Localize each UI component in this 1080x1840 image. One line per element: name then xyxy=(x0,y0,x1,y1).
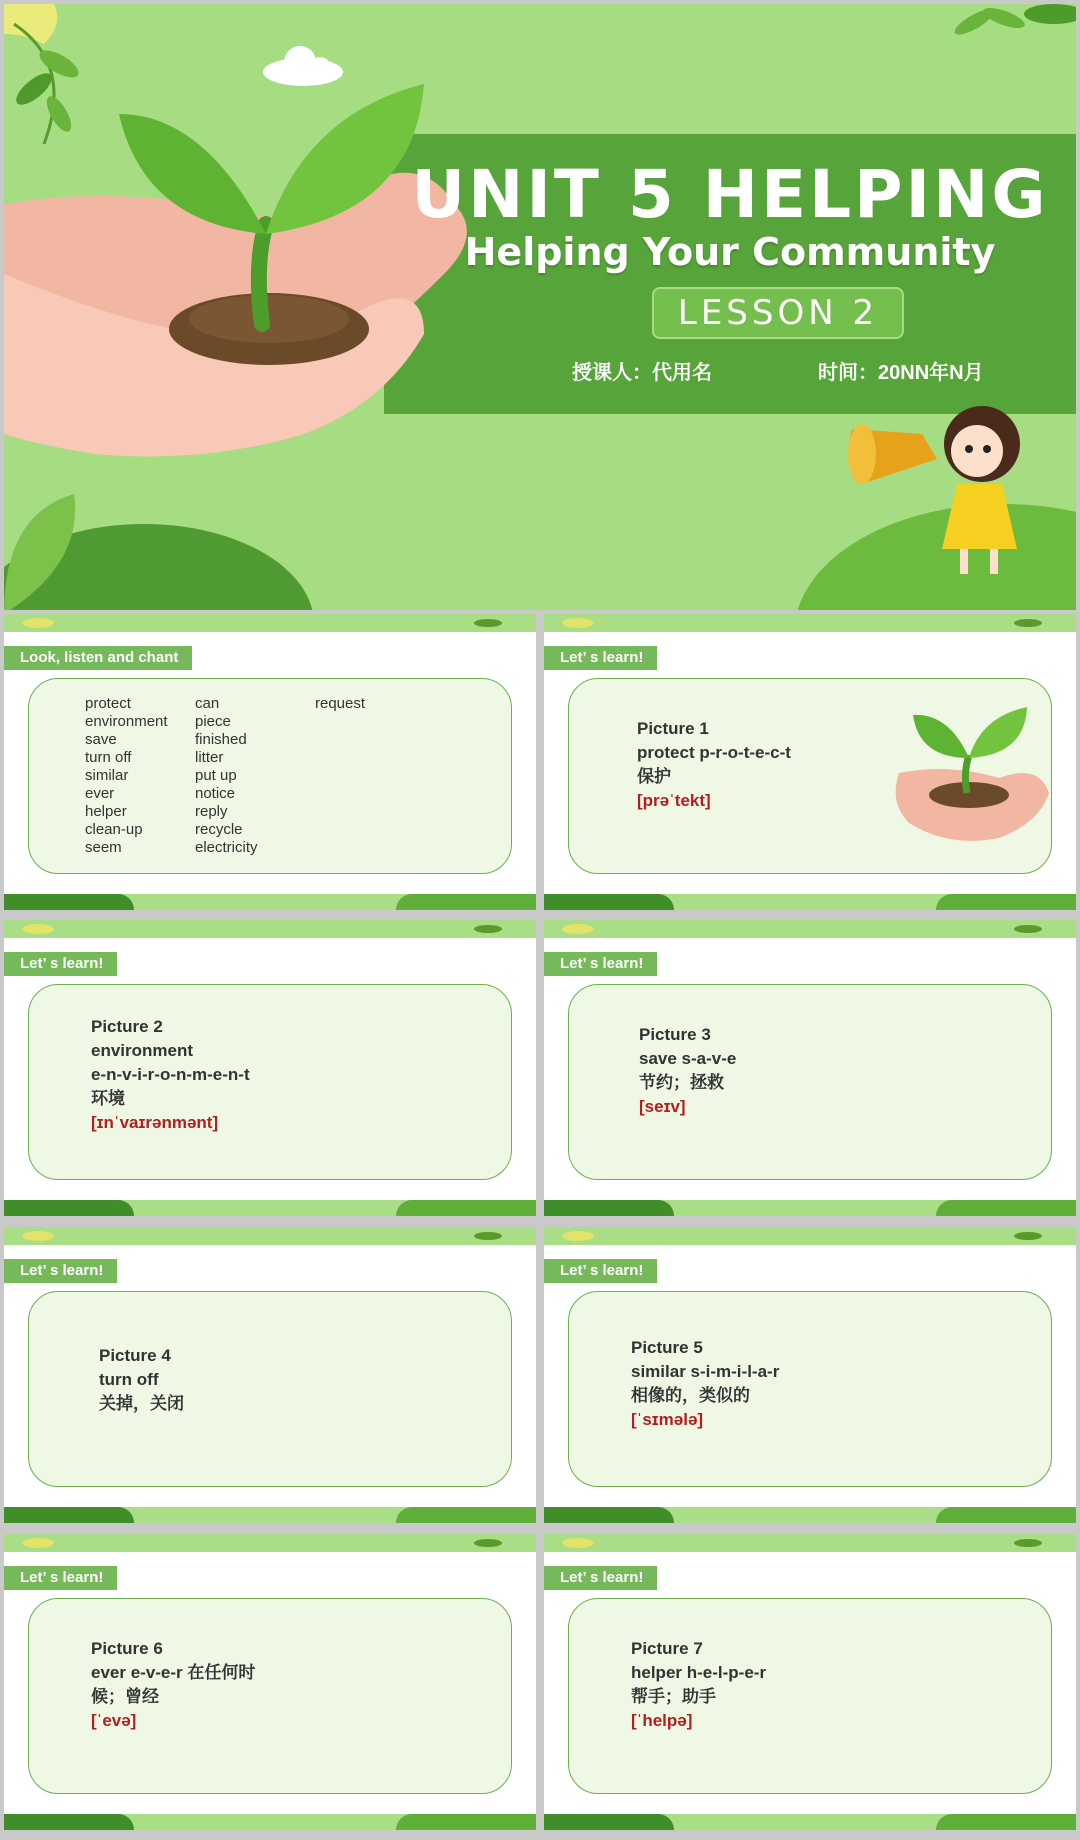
leaf-icon xyxy=(1010,616,1046,630)
leaf-icon xyxy=(4,494,114,610)
slide-picture-4 xyxy=(4,1227,536,1523)
leaf-icon xyxy=(470,1229,506,1243)
vocab-card xyxy=(28,1291,512,1487)
vocab-text: Picture 7 helper h-e-l-p-e-r 帮手；助手 [ˈhelpə] xyxy=(631,1639,767,1730)
leaf-icon xyxy=(18,1229,58,1243)
slide-picture-7 xyxy=(544,1534,1076,1830)
vocab-card xyxy=(568,1291,1052,1487)
section-tag: Let’ s learn! xyxy=(544,952,657,976)
title-slide xyxy=(4,4,1076,610)
vocab-card xyxy=(568,984,1052,1180)
slide-picture-1 xyxy=(544,614,1076,910)
unit-title: UNIT 5 HELPING xyxy=(411,156,1049,233)
vocab-text: Picture 2 environment e-n-v-i-r-o-n-m-e-n-t 环境 [ɪnˈvaɪrənmənt] xyxy=(91,1017,250,1132)
leaf-branch-icon xyxy=(934,4,1076,44)
vocab-card xyxy=(28,984,512,1180)
sprout-in-hands-icon xyxy=(889,703,1049,843)
section-tag: Let’ s learn! xyxy=(544,1566,657,1590)
vocab-text: Picture 5 similar s-i-m-i-l-a-r 相像的，类似的 [ˈsɪmələ] xyxy=(631,1338,780,1429)
slide-picture-3 xyxy=(544,920,1076,1216)
unit-subtitle: Helping Your Community xyxy=(464,230,996,274)
leaf-icon xyxy=(470,616,506,630)
word-column-1: protect environment save turn off similar ever helper clean-up seem xyxy=(85,695,168,856)
slide-picture-2 xyxy=(4,920,536,1216)
leaf-icon xyxy=(470,1536,506,1550)
lesson-badge: LESSON 2 xyxy=(652,287,904,339)
word-column-3: request xyxy=(315,695,366,712)
vocab-text: Picture 3 save s-a-v-e 节约；拯救 [seɪv] xyxy=(639,1025,737,1116)
leaf-icon xyxy=(558,1536,598,1550)
section-tag: Look, listen and chant xyxy=(4,646,192,670)
leaf-icon xyxy=(558,616,598,630)
leaf-icon xyxy=(18,922,58,936)
vocab-card xyxy=(568,678,1052,874)
slide-picture-6 xyxy=(4,1534,536,1830)
leaf-icon xyxy=(18,1536,58,1550)
word-column-2: can piece finished litter put up notice reply recycle electricity xyxy=(195,695,258,856)
megaphone-girl-icon xyxy=(842,389,1062,589)
slide-picture-5 xyxy=(544,1227,1076,1523)
word-card xyxy=(28,678,512,874)
leaf-icon xyxy=(18,616,58,630)
section-tag: Let’ s learn! xyxy=(4,1566,117,1590)
leaf-icon xyxy=(558,1229,598,1243)
leaf-icon xyxy=(1010,922,1046,936)
teacher-label: 授课人：代用名 xyxy=(572,362,712,384)
slide-word-list xyxy=(4,614,536,910)
vocab-text: Picture 4 turn off 关掉，关闭 xyxy=(99,1346,184,1413)
section-tag: Let’ s learn! xyxy=(4,1259,117,1283)
leaf-icon xyxy=(470,922,506,936)
leaf-icon xyxy=(558,922,598,936)
section-tag: Let’ s learn! xyxy=(4,952,117,976)
leaf-icon xyxy=(1010,1229,1046,1243)
leaf-icon xyxy=(1010,1536,1046,1550)
vocab-text: Picture 6 ever e-v-e-r 在任何时 候；曾经 [ˈevə] xyxy=(91,1639,256,1730)
sprout-in-hands-icon xyxy=(4,74,504,474)
vocab-text: Picture 1 protect p-r-o-t-e-c-t 保护 [prəˈtekt] xyxy=(637,719,791,810)
vocab-card xyxy=(28,1598,512,1794)
vocab-card xyxy=(568,1598,1052,1794)
section-tag: Let’ s learn! xyxy=(544,1259,657,1283)
section-tag: Let’ s learn! xyxy=(544,646,657,670)
time-label: 时间：20NN年N月 xyxy=(818,362,984,384)
